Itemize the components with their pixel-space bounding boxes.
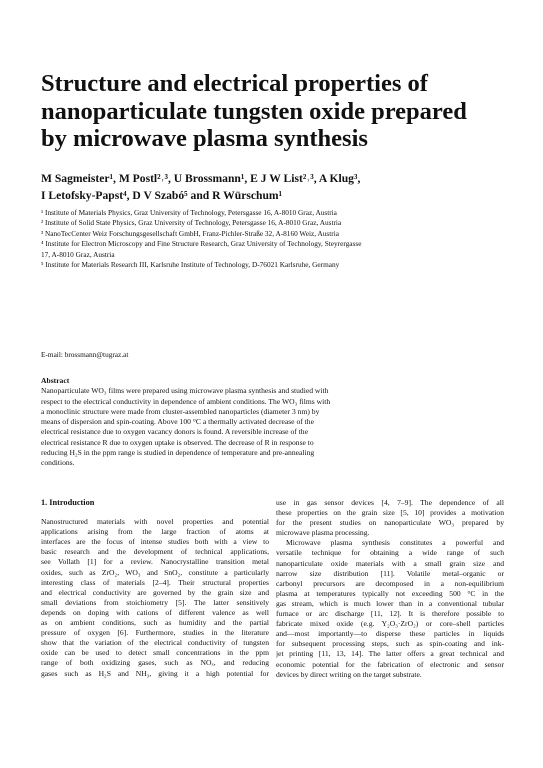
body-line: furnace or arc discharge [11, 12]. It is therefore possible to [276,609,504,619]
body-line: economic potential for the fabrication of electronic and sensor [276,659,504,669]
body-line: interesting class of materials [2–4]. Their structural properties [41,577,269,587]
body-line: applications arising from the large fraction of atoms at [41,527,269,537]
affiliation: ² Institute of Solid State Physics, Graz University of Technology, Petersgasse 16, A-8010 Graz, Austria [41,218,342,228]
body-line: for the present studies on nanoparticulate WO₃ prepared by [276,518,504,528]
body-line: and—most importantly—to disperse these particles in liquids [276,629,504,639]
title-line: by microwave plasma synthesis [41,125,368,152]
body-line: small deviations from stoichiometry [5]. The latter sensitively [41,597,269,607]
body-line: microwave plasma processing. [276,528,370,538]
section-heading: 1. Introduction [41,498,95,507]
affiliation: ⁵ Institute for Materials Research III, Karlsruhe Institute of Technology, D-76021 Karlsruhe, Germany [41,260,340,270]
body-line: jet printing [11, 13, 14]. The latter offers a great technical and [276,649,504,659]
paper-title [41,70,511,153]
body-column-left [41,498,269,679]
body-line: fabricate mixed oxide (e.g. Y₂O₃·ZrO₂) or core–shell particles [276,619,504,629]
abstract-line: means of dispersion and spin-coating. Above 100 °C a thermally activated decrease of the [41,417,314,427]
body-line: interfaces are the focus of intense studies both with a view to [41,537,269,547]
abstract-line: Nanoparticulate WO₃ films were prepared using microwave plasma synthesis and studied with [41,386,329,396]
body-line: gases such as H₂S and NH₃, giving it a high potential for [41,668,269,678]
body-line: oxides, such as ZrO₂, WO₃ and SnO₂, constitute a particularly [41,567,269,577]
body-line: oxide can be used to detect small concentrations in the ppm [41,648,269,658]
author-line: I Letofsky-Papst⁴, D V Szabó⁵ and R Würschum¹ [41,189,283,202]
body-line: these properties on the grain size [5, 10] provides a motivation [276,508,504,518]
body-line: use in gas sensor devices [4, 7–9]. The dependence of all [276,498,504,507]
affiliation: ⁴ Institute for Electron Microscopy and Fine Structure Research, Graz University of Technology, Steyrergasse 17, A-8010 Graz, Austria [41,239,362,259]
body-line: Microwave plasma synthesis constitutes a powerful and [286,538,504,548]
affiliation: ¹ Institute of Materials Physics, Graz University of Technology, Petersgasse 16, A-8010 Graz, Austria [41,208,337,217]
body-line: range of both oxidizing gases, such as NOₓ, and reducing [41,658,269,668]
abstract-heading: Abstract [41,376,70,385]
author-line: M Sagmeister¹, M Postl²˒³, U Brossmann¹, E J W List²˒³, A Klug³, [41,172,361,185]
body-line: and electrical conductivity are governed by the grain size and [41,587,269,597]
body-line: basic research and the development of technical applications, [41,547,269,557]
body-line: Nanostructured materials with novel properties and potential [41,517,269,527]
body-line: narrow size distribution [11]. Volatile metal–organic or [276,568,504,578]
body-line: as on ambient conditions, such as humidity and the partial [41,618,269,628]
abstract-line: electrical resistance due to oxygen vacancy donors is found. A reversible increase of the [41,427,308,437]
author-list [41,170,511,204]
body-line: see Vollath [1] for a review. Nanocrystalline transition metal [41,557,269,567]
affiliation: ³ NanoTecCenter Weiz Forschungsgesellschaft GmbH, Franz-Pichler-Straße 32, A-8160 Weiz, Austria [41,228,339,238]
body-line: for subsequent processing steps, such as spin-coating and ink- [276,639,504,649]
body-column-right [276,498,504,680]
body-line: nanoparticulate oxide materials with a small grain size and [276,558,504,568]
body-line: pressure of oxygen [6]. Furthermore, studies in the literature [41,628,269,638]
abstract-line: a monoclinic structure were made from cluster-assembled nanoparticles (diameter 3 nm) by [41,406,320,416]
abstract-line: reducing H₂S in the ppm range is studied in dependence of temperature and pre-annealing [41,448,315,458]
body-line: show that the variation of the electrical conductivity of tungsten [41,638,269,648]
title-line: Structure and electrical properties of [41,70,428,97]
body-line: depends on doping with cations of different valence as well [41,607,269,617]
body-line: versatile technique for obtaining a wide range of such [276,548,504,558]
body-line: carbonyl precursors are decomposed in a non-equilibrium [276,578,504,588]
abstract [41,376,376,469]
body-line: gas stream, which is much lower than in a conventional tubular [276,598,504,608]
abstract-line: respect to the electrical conductivity in dependence of ambient conditions. The WO₃ films with [41,396,331,406]
body-line: devices by direct writing on the target substrate. [276,669,422,679]
abstract-line: conditions. [41,458,75,468]
title-line: nanoparticulate tungsten oxide prepared [41,97,467,125]
abstract-line: electrical resistance R due to oxygen uptake is observed. The decrease of R in response to [41,437,314,447]
body-line: plasma at temperatures typically not exceeding 500 °C in the [276,588,504,598]
contact-email: E-mail: brossmann@tugraz.at [41,350,129,359]
affiliation-list [41,208,371,270]
